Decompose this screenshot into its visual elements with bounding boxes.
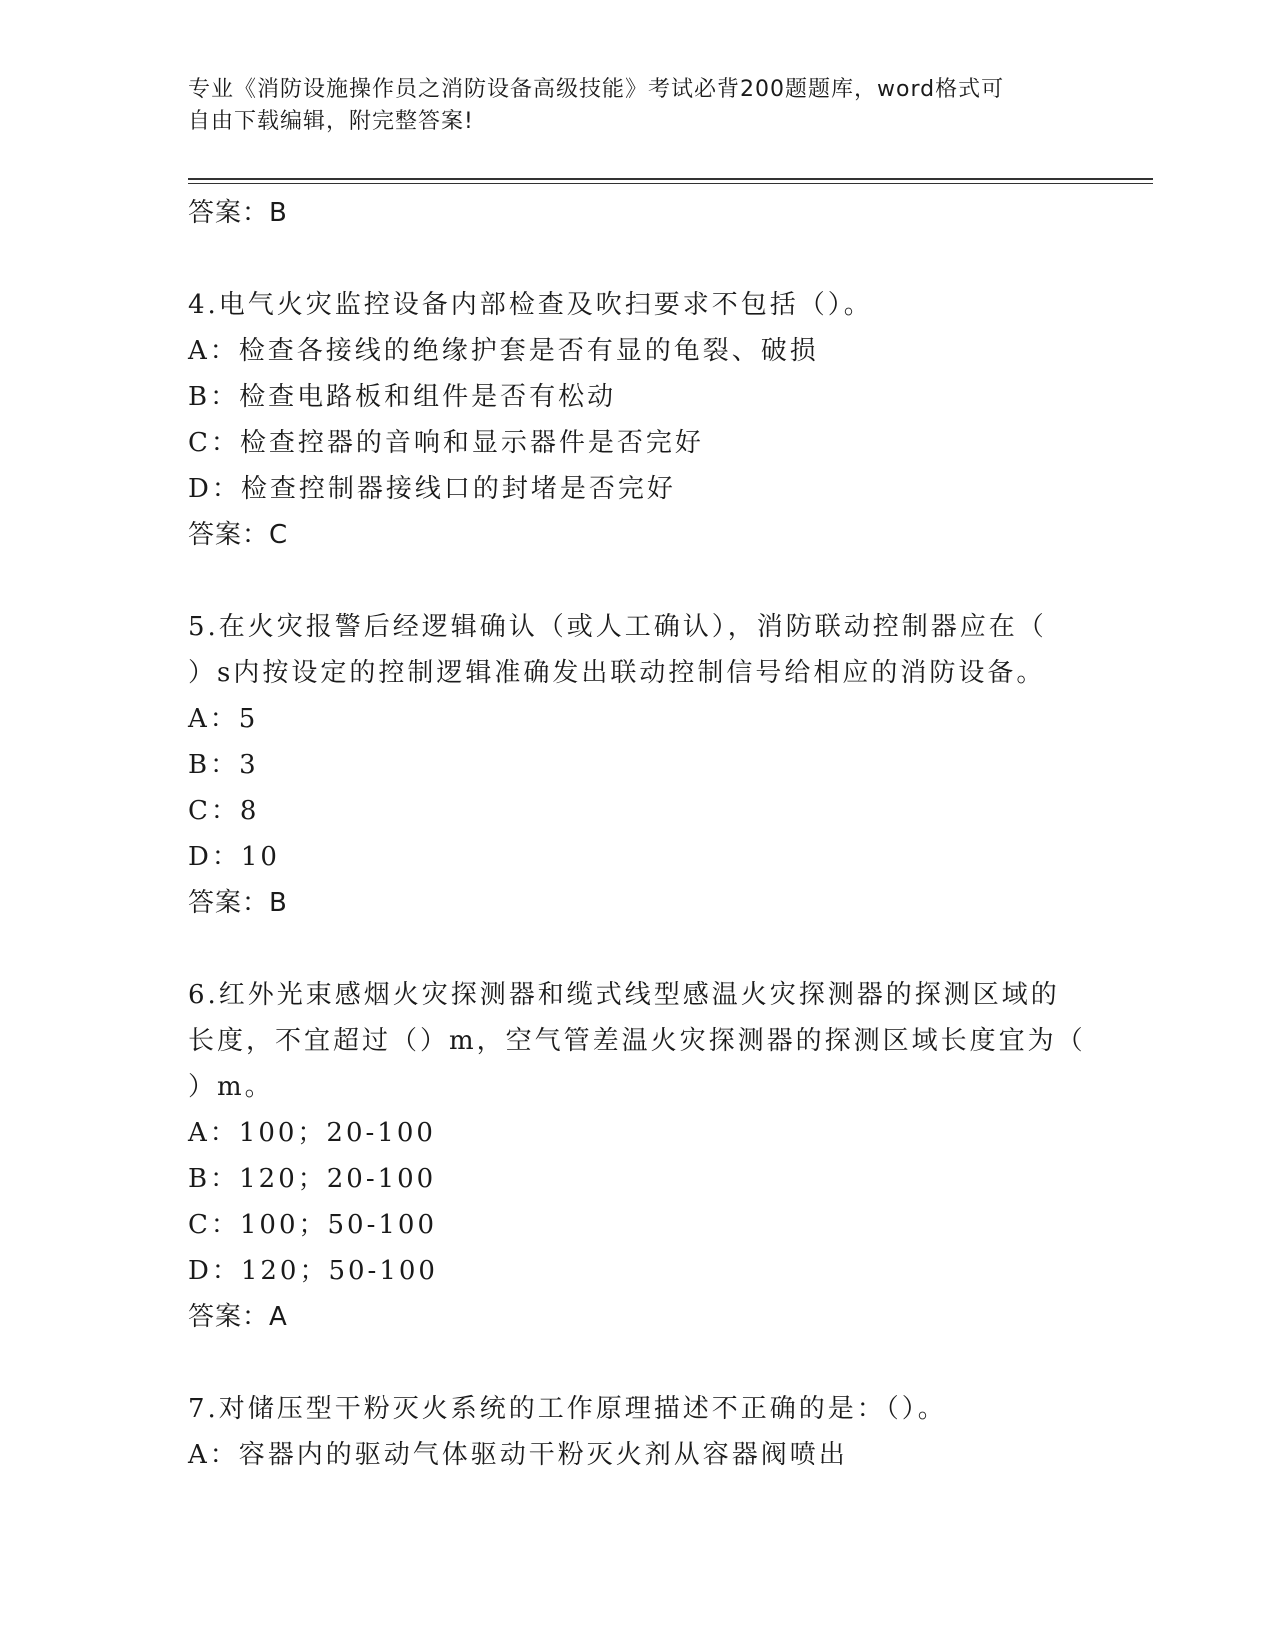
question-7-option-a: A：容器内的驱动气体驱动干粉灭火剂从容器阀喷出 bbox=[188, 1440, 848, 1470]
document-header bbox=[188, 74, 1068, 138]
question-5-option-b: B：3 bbox=[188, 750, 259, 780]
question-6-text-line-3: ）m。 bbox=[188, 1072, 274, 1102]
question-6-option-d: D：120；50-100 bbox=[188, 1256, 438, 1286]
question-6-text-line-1: 6.红外光束感烟火灾探测器和缆式线型感温火灾探测器的探测区域的 bbox=[188, 980, 1060, 1010]
answer-prev: 答案：B bbox=[188, 198, 288, 228]
question-4-option-c: C：检查控器的音响和显示器件是否完好 bbox=[188, 428, 704, 458]
question-5-text-line-2: ）s内按设定的控制逻辑准确发出联动控制信号给相应的消防设备。 bbox=[188, 658, 1046, 688]
question-4-option-a: A：检查各接线的绝缘护套是否有显的龟裂、破损 bbox=[188, 336, 819, 366]
question-5-option-a: A：5 bbox=[188, 704, 259, 734]
header-divider-thin bbox=[188, 183, 1153, 184]
question-4-text: 4.电气火灾监控设备内部检查及吹扫要求不包括（）。 bbox=[188, 290, 873, 320]
header-line-1: 专业《消防设施操作员之消防设备高级技能》考试必背200题题库，word格式可 bbox=[188, 77, 1005, 102]
spacer bbox=[188, 236, 1088, 282]
question-4-answer: 答案：C bbox=[188, 520, 289, 550]
question-6 bbox=[188, 972, 1088, 1340]
question-6-option-c: C：100；50-100 bbox=[188, 1210, 438, 1240]
question-6-text-line-2: 长度，不宜超过（）m，空气管差温火灾探测器的探测区域长度宜为（ bbox=[188, 1026, 1086, 1056]
spacer bbox=[188, 1340, 1088, 1386]
header-line-2: 自由下载编辑，附完整答案! bbox=[188, 109, 474, 134]
spacer bbox=[188, 558, 1088, 604]
question-6-option-b: B：120；20-100 bbox=[188, 1164, 437, 1194]
question-5-text-line-1: 5.在火灾报警后经逻辑确认（或人工确认），消防联动控制器应在（ bbox=[188, 612, 1047, 642]
question-5 bbox=[188, 604, 1088, 926]
question-4-option-d: D：检查控制器接线口的封堵是否完好 bbox=[188, 474, 676, 504]
question-7-text: 7.对储压型干粉灭火系统的工作原理描述不正确的是：（）。 bbox=[188, 1394, 947, 1424]
question-6-option-a: A：100；20-100 bbox=[188, 1118, 436, 1148]
question-5-option-c: C：8 bbox=[188, 796, 260, 826]
question-5-option-d: D：10 bbox=[188, 842, 280, 872]
question-5-answer: 答案：B bbox=[188, 888, 288, 918]
question-6-answer: 答案：A bbox=[188, 1302, 288, 1332]
question-list bbox=[188, 190, 1088, 1478]
spacer bbox=[188, 926, 1088, 972]
question-4-option-b: B：检查电路板和组件是否有松动 bbox=[188, 382, 617, 412]
header-divider-thick bbox=[188, 178, 1153, 180]
question-4 bbox=[188, 282, 1088, 558]
question-7 bbox=[188, 1386, 1088, 1478]
